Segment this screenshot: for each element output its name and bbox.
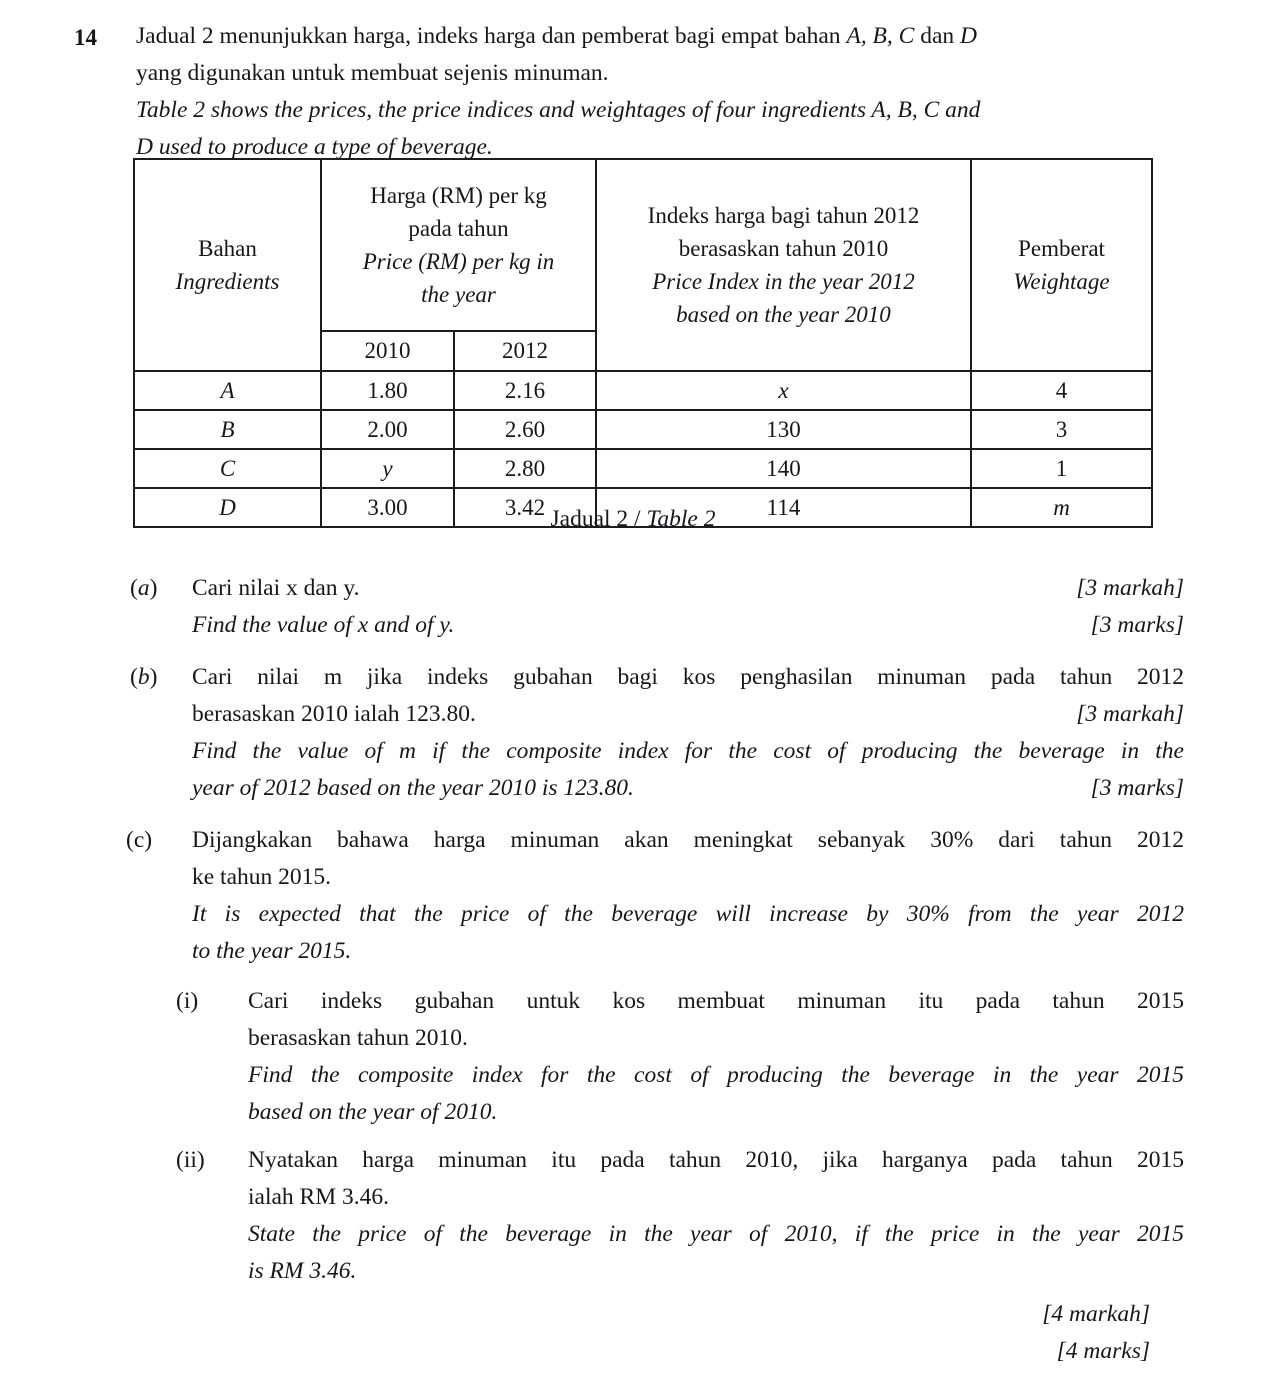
part-a-english-text: Find the value of x and of y.	[192, 612, 455, 638]
cell-weightage: 1	[971, 449, 1152, 488]
part-b-marks-malay: [3 markah]	[1076, 701, 1184, 727]
part-a-malay-line	[192, 570, 1184, 607]
part-c-ii-label: (ii)	[176, 1147, 205, 1173]
table-row	[134, 371, 1152, 410]
part-a-label: (a)	[130, 575, 158, 601]
cell-ingredient: C	[134, 449, 321, 488]
part-c-english-line-2: to the year 2015.	[192, 938, 352, 964]
cell-price-2012: 2.80	[454, 449, 596, 488]
header-price-index-english-line-1: Price Index in the year 2012	[652, 269, 915, 294]
part-b-malay-text-2: berasaskan 2010 ialah 123.80.	[192, 701, 476, 727]
part-b-marks-english: [3 marks]	[1090, 775, 1184, 801]
cell-price-2010: 2.00	[321, 410, 454, 449]
part-c-body	[192, 822, 1184, 970]
part-b-english-line-1: Find the value of m if the composite index for the cost of producing the beverage in the	[192, 738, 1184, 764]
part-c-i-malay-line-1: Cari indeks gubahan untuk kos membuat minuman itu pada tahun 2015	[248, 988, 1184, 1014]
part-c-i-label: (i)	[176, 988, 199, 1014]
part-a-marks-malay: [3 markah]	[1076, 575, 1184, 601]
header-price-index-english-line-2: based on the year 2010	[676, 302, 891, 327]
header-price-malay-line-2: pada tahun	[408, 216, 509, 241]
part-b-english-text-2: year of 2012 based on the year 2010 is 123.80.	[192, 775, 634, 801]
part-c-marks-malay: [4 markah]	[1042, 1301, 1150, 1327]
part-b-malay-line-2	[192, 696, 1184, 733]
part-c-label: (c)	[126, 827, 153, 853]
question-stem-text	[136, 18, 1184, 166]
table-caption-malay: Jadual 2 /	[550, 506, 647, 532]
part-c-final-marks	[1042, 1296, 1150, 1370]
header-ingredients-malay: Bahan	[198, 236, 257, 261]
stem-malay-line-1-vars: A, B, C	[846, 23, 915, 49]
cell-ingredient: A	[134, 371, 321, 410]
stem-malay-line-1-var-d: D	[960, 23, 977, 49]
header-ingredients	[134, 159, 321, 371]
part-a-english-line	[192, 607, 1184, 644]
part-c	[126, 822, 1184, 970]
table-row	[134, 410, 1152, 449]
question-stem	[74, 18, 1184, 166]
stem-malay-line-1-part-a: Jadual 2 menunjukkan harga, indeks harga dan pemberat bagi empat bahan	[136, 23, 847, 49]
cell-price-2012: 2.16	[454, 371, 596, 410]
cell-price-2010: 1.80	[321, 371, 454, 410]
stem-malay-line-1-part-b: dan	[914, 23, 961, 49]
part-c-i-body	[248, 983, 1184, 1131]
part-b-body	[192, 659, 1184, 807]
part-a-marks-english: [3 marks]	[1090, 612, 1184, 638]
cell-weightage: m	[971, 488, 1152, 527]
part-c-malay-line-1: Dijangkakan bahawa harga minuman akan meningkat sebanyak 30% dari tahun 2012	[192, 827, 1184, 853]
part-a-body	[192, 570, 1184, 644]
part-c-ii-malay-line-1: Nyatakan harga minuman itu pada tahun 2010, jika harganya pada tahun 2015	[248, 1147, 1184, 1173]
header-price-malay-line-1: Harga (RM) per kg	[370, 183, 547, 208]
part-c-ii-body	[248, 1142, 1184, 1290]
cell-price-index: 130	[596, 410, 971, 449]
cell-weightage: 4	[971, 371, 1152, 410]
cell-price-2012: 3.42	[454, 488, 596, 527]
cell-price-2010: 3.00	[321, 488, 454, 527]
cell-price-index: 114	[596, 488, 971, 527]
cell-price-index: 140	[596, 449, 971, 488]
part-b	[130, 659, 1184, 807]
table-2	[133, 158, 1153, 528]
table-caption-english: Table 2	[646, 506, 716, 532]
header-price-english-line-2: the year	[421, 282, 496, 307]
part-c-ii-english-line-2: is RM 3.46.	[248, 1258, 357, 1284]
stem-english-line-1: Table 2 shows the prices, the price indices and weightages of four ingredients A, B, C and	[136, 97, 981, 123]
cell-price-2012: 2.60	[454, 410, 596, 449]
part-a-malay-text: Cari nilai x dan y.	[192, 575, 360, 601]
cell-price-index: x	[596, 371, 971, 410]
table-2-container	[133, 158, 1151, 528]
cell-ingredient: B	[134, 410, 321, 449]
stem-malay-line-1	[136, 18, 1184, 55]
header-year-2012: 2012	[454, 331, 596, 371]
stem-malay-line-2: yang digunakan untuk membuat sejenis minuman.	[136, 60, 609, 86]
cell-ingredient: D	[134, 488, 321, 527]
part-b-malay-line-1: Cari nilai m jika indeks gubahan bagi kos penghasilan minuman pada tahun 2012	[192, 664, 1184, 690]
part-c-i	[176, 983, 1184, 1131]
header-price-index-malay-line-2: berasaskan tahun 2010	[678, 236, 889, 261]
header-weightage-malay: Pemberat	[1018, 236, 1105, 261]
part-c-ii-malay-line-2: ialah RM 3.46.	[248, 1184, 389, 1210]
table-caption	[0, 506, 1266, 533]
part-b-label: (b)	[130, 664, 158, 690]
header-weightage	[971, 159, 1152, 371]
part-c-i-malay-line-2: berasaskan tahun 2010.	[248, 1025, 468, 1051]
header-price-index	[596, 159, 971, 371]
header-price-index-malay-line-1: Indeks harga bagi tahun 2012	[647, 203, 920, 228]
header-price-english-line-1: Price (RM) per kg in	[362, 249, 555, 274]
part-c-malay-line-2: ke tahun 2015.	[192, 864, 332, 890]
header-year-2010: 2010	[321, 331, 454, 371]
part-a	[130, 570, 1184, 644]
header-weightage-english: Weightage	[1013, 269, 1110, 294]
part-c-marks-english: [4 marks]	[1056, 1338, 1150, 1364]
table-row	[134, 449, 1152, 488]
table-header-row-main	[134, 159, 1152, 331]
part-c-i-english-line-2: based on the year of 2010.	[248, 1099, 498, 1125]
header-price	[321, 159, 596, 331]
part-c-ii-english-line-1: State the price of the beverage in the year of 2010, if the price in the year 2015	[248, 1221, 1184, 1247]
question-number: 14	[74, 25, 97, 50]
cell-price-2010: y	[321, 449, 454, 488]
header-ingredients-english: Ingredients	[175, 269, 280, 294]
part-c-ii	[176, 1142, 1184, 1290]
cell-weightage: 3	[971, 410, 1152, 449]
part-b-english-line-2	[192, 770, 1184, 807]
stem-english-line-2: D used to produce a type of beverage.	[136, 134, 493, 160]
part-c-i-english-line-1: Find the composite index for the cost of producing the beverage in the year 2015	[248, 1062, 1184, 1088]
part-c-english-line-1: It is expected that the price of the beverage will increase by 30% from the year 2012	[192, 901, 1184, 927]
